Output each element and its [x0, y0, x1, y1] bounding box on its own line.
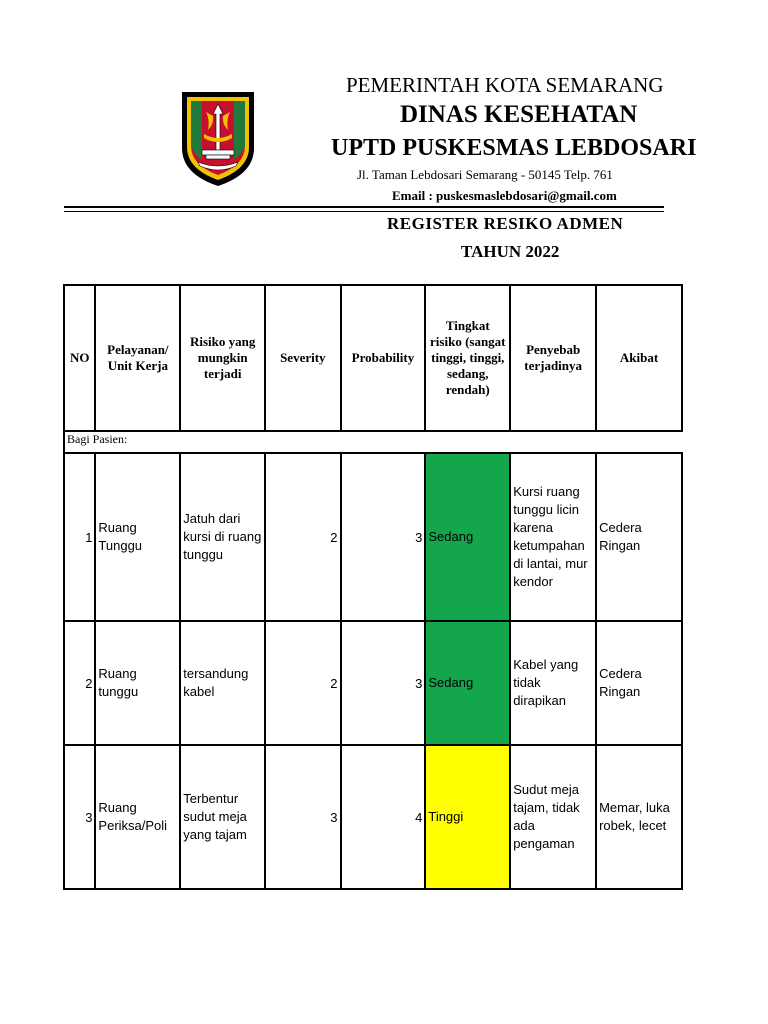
- col-header-unit: Pelayanan/ Unit Kerja: [95, 285, 180, 431]
- header-address: Jl. Taman Lebdosari Semarang - 50145 Telp. 761: [357, 167, 613, 182]
- cell-probability: 3: [341, 621, 426, 745]
- header-government: PEMERINTAH KOTA SEMARANG: [346, 73, 664, 97]
- table-row: [64, 453, 682, 621]
- cell-risk-level: Sedang: [425, 621, 510, 745]
- table-row: [64, 621, 682, 745]
- col-header-severity: Severity: [265, 285, 340, 431]
- cell-risk-level: Sedang: [425, 453, 510, 621]
- cell-probability: 3: [341, 453, 426, 621]
- header-department: DINAS KESEHATAN: [400, 101, 638, 128]
- cell-unit: Ruang Periksa/Poli: [95, 745, 180, 889]
- section-label: Bagi Pasien:: [64, 431, 682, 453]
- document-title: REGISTER RESIKO ADMEN: [387, 214, 624, 233]
- cell-risk: Terbentur sudut meja yang tajam: [180, 745, 265, 889]
- risk-register-table: [63, 284, 683, 890]
- col-header-cause: Penyebab terjadinya: [510, 285, 596, 431]
- cell-effect: Cedera Ringan: [596, 621, 682, 745]
- cell-cause: Kabel yang tidak dirapikan: [510, 621, 596, 745]
- col-header-risk: Risiko yang mungkin terjadi: [180, 285, 265, 431]
- cell-effect: Memar, luka robek, lecet: [596, 745, 682, 889]
- cell-risk-level: Tinggi: [425, 745, 510, 889]
- col-header-probability: Probability: [341, 285, 426, 431]
- cell-severity: 3: [265, 745, 340, 889]
- col-header-effect: Akibat: [596, 285, 682, 431]
- table-header-row: [64, 285, 682, 431]
- cell-no: 2: [64, 621, 95, 745]
- section-row: [64, 431, 682, 453]
- cell-cause: Kursi ruang tunggu licin karena ketumpahan di lantai, mur kendor: [510, 453, 596, 621]
- cell-effect: Cedera Ringan: [596, 453, 682, 621]
- cell-no: 1: [64, 453, 95, 621]
- cell-risk: tersandung kabel: [180, 621, 265, 745]
- cell-cause: Sudut meja tajam, tidak ada pengaman: [510, 745, 596, 889]
- header-divider-thick: [64, 206, 664, 208]
- semarang-city-emblem-icon: [180, 90, 256, 188]
- cell-unit: Ruang Tunggu: [95, 453, 180, 621]
- cell-no: 3: [64, 745, 95, 889]
- cell-unit: Ruang tunggu: [95, 621, 180, 745]
- document-year: TAHUN 2022: [461, 242, 560, 261]
- col-header-no: NO: [64, 285, 95, 431]
- header-email: Email : puskesmaslebdosari@gmail.com: [392, 188, 617, 203]
- header-divider-thin: [64, 211, 664, 212]
- cell-probability: 4: [341, 745, 426, 889]
- col-header-risk-level: Tingkat risiko (sangat tinggi, tinggi, sedang, rendah): [425, 285, 510, 431]
- header-puskesmas: UPTD PUSKESMAS LEBDOSARI: [331, 135, 697, 161]
- cell-risk: Jatuh dari kursi di ruang tunggu: [180, 453, 265, 621]
- cell-severity: 2: [265, 621, 340, 745]
- cell-severity: 2: [265, 453, 340, 621]
- table-row: [64, 745, 682, 889]
